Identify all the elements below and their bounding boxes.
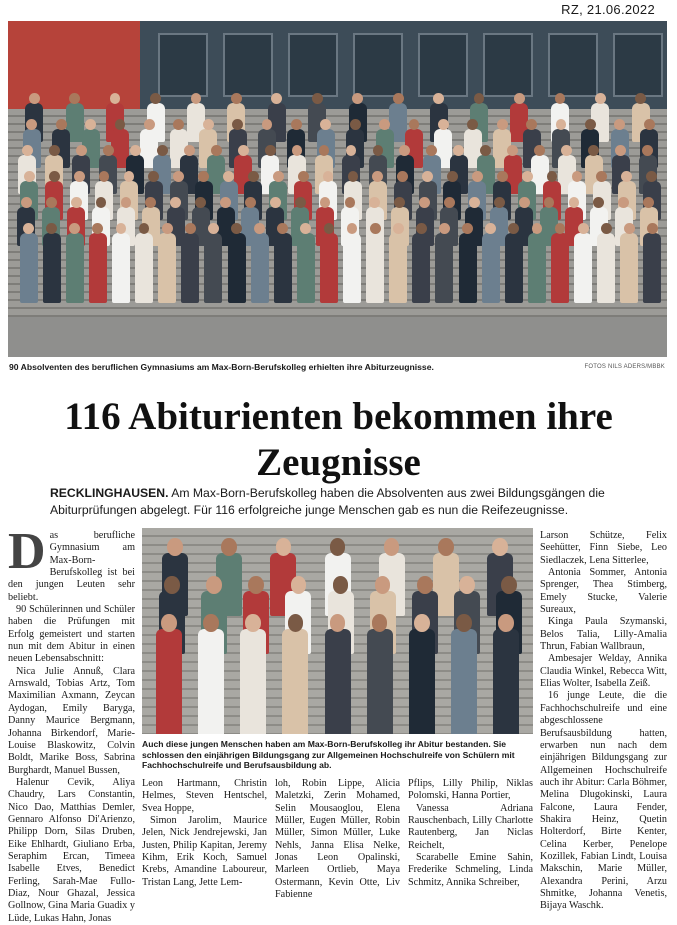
person-head — [472, 171, 483, 182]
person-head — [416, 223, 427, 234]
person-head — [185, 223, 196, 234]
person-figure — [325, 629, 351, 734]
person-figure — [240, 629, 266, 734]
person-head — [492, 538, 508, 556]
person-figure — [156, 629, 182, 734]
person-head — [330, 538, 346, 556]
person-figure — [643, 233, 661, 303]
person-head — [22, 145, 33, 156]
person-head — [245, 197, 256, 208]
person-head — [578, 223, 589, 234]
person-head — [221, 538, 237, 556]
newspaper-date: RZ, 21.06.2022 — [561, 2, 655, 17]
person-head — [532, 223, 543, 234]
person-head — [419, 197, 430, 208]
person-head — [211, 145, 222, 156]
lead-dateline: RECKLINGHAUSEN. — [50, 486, 169, 500]
person-figure — [181, 233, 199, 303]
person-head — [350, 119, 361, 130]
person-head — [206, 576, 222, 594]
paragraph: Larson Schütze, Felix Seehütter, Finn Siebe, Leo Siedlaczek, Lena Sitterlee, — [540, 530, 667, 566]
person-head — [333, 576, 349, 594]
person-head — [203, 119, 214, 130]
person-head — [162, 223, 173, 234]
person-head — [393, 223, 404, 234]
article-column-3 — [275, 778, 400, 901]
person-head — [56, 119, 67, 130]
person-head — [203, 614, 219, 632]
person-figure — [451, 629, 477, 734]
person-head — [647, 223, 658, 234]
person-head — [624, 223, 635, 234]
photo-credit: FOTOS NILS ADERS/MBBK — [584, 364, 665, 370]
person-head — [438, 119, 449, 130]
person-figure — [597, 233, 615, 303]
person-head — [298, 171, 309, 182]
person-head — [288, 614, 304, 632]
lead-text: Am Max-Born-Berufskolleg haben die Absolventen aus zwei Bildungsgängen die Abiturprüfungen abgelegt. Für 116 erfolgreiche junge Menschen gab es nun die Reifezeugnisse. — [50, 486, 605, 517]
person-figure — [366, 233, 384, 303]
person-figure — [620, 233, 638, 303]
person-head — [615, 145, 626, 156]
drop-cap: D — [8, 523, 46, 580]
person-figure — [89, 233, 107, 303]
person-figure — [409, 629, 435, 734]
person-head — [526, 119, 537, 130]
person-head — [24, 171, 35, 182]
person-figure — [574, 233, 592, 303]
person-head — [569, 197, 580, 208]
person-figure — [551, 233, 569, 303]
person-head — [462, 223, 473, 234]
article-column-5 — [540, 530, 667, 913]
person-head — [130, 145, 141, 156]
person-head — [46, 197, 57, 208]
photo-caption: 90 Absolventen des beruflichen Gymnasiums am Max-Born-Berufskolleg erhielten ihre Abiturzeugnisse. — [9, 362, 434, 372]
person-head — [74, 171, 85, 182]
person-head — [291, 576, 307, 594]
person-figure — [367, 629, 393, 734]
paragraph: as berufliche Gymnasium am Max-Born-Berufskolleg ist bei den jungen Leuten sehr beliebt. — [8, 530, 135, 603]
person-head — [184, 145, 195, 156]
person-head — [494, 197, 505, 208]
person-head — [103, 145, 114, 156]
paragraph: Nica Julie Annuß, Clara Arnswald, Tobias Artz, Tom Maximilian Axmann, Zeycan Aydogan, Emily Baryga, Danny Maurice Bergmann, Johanna Birkendorf, Marie-Louise Blaskowitz, Colvin Boldt, Marike Boss, Sabrina Burghardt, Manuel Bussen, — [8, 665, 135, 776]
person-figure — [528, 233, 546, 303]
paragraph: Simon Jarolim, Maurice Jelen, Nick Jendrejewski, Jan Justen, Philip Kapitan, Jeremy Kihm, Erik Koch, Samuel Krebs, Amandine Laboureur, Tristan Lang, Jette Lem- — [142, 815, 267, 888]
person-head — [85, 119, 96, 130]
person-head — [21, 197, 32, 208]
person-head — [497, 171, 508, 182]
person-head — [534, 145, 545, 156]
person-head — [195, 197, 206, 208]
person-head — [144, 119, 155, 130]
person-head — [621, 171, 632, 182]
person-head — [417, 576, 433, 594]
person-figure — [228, 233, 246, 303]
person-head — [588, 145, 599, 156]
person-head — [393, 93, 404, 104]
person-figure — [297, 233, 315, 303]
person-head — [208, 223, 219, 234]
person-head — [198, 171, 209, 182]
person-head — [643, 197, 654, 208]
person-head — [238, 145, 249, 156]
person-head — [270, 197, 281, 208]
person-head — [231, 223, 242, 234]
person-figure — [435, 233, 453, 303]
person-head — [501, 576, 517, 594]
person-figure — [198, 629, 224, 734]
paragraph: Scarabelle Emine Sahin, Frederike Schmeling, Linda Schmitz, Annika Schreiber, — [408, 852, 533, 888]
person-head — [485, 223, 496, 234]
ground — [8, 317, 667, 357]
paragraph: Ambesajer Welday, Annika Claudia Winkel, Rebecca Witt, Elias Wolter, Isabella Zeiß. — [540, 653, 667, 690]
person-head — [23, 223, 34, 234]
person-head — [370, 223, 381, 234]
article-column-2 — [142, 778, 267, 889]
person-figure — [505, 233, 523, 303]
person-figure — [43, 233, 61, 303]
person-head — [330, 614, 346, 632]
paragraph: Halenur Cevik, Aliya Chaudry, Lars Constantin, Nico Dao, Matthias Demler, Gennaro Alfonso Di'Arienzo, Philipp Dorn, Silas Druben, Eike Ehlhardt, Giuliano Erba, Seraphim Ercan, Timeea Isabelle Etves, Benedict Ferling, Sarah-Mae Fullo-Diaz, Nour Ghazal, Jessica Gollnow, Gina Maria Guadix y Lüde, Lukas Hahn, Jonas — [8, 776, 135, 924]
person-head — [372, 614, 388, 632]
person-head — [595, 93, 606, 104]
person-figure — [482, 233, 500, 303]
person-head — [522, 171, 533, 182]
person-head — [585, 119, 596, 130]
person-head — [273, 171, 284, 182]
person-head — [497, 119, 508, 130]
person-head — [29, 93, 40, 104]
person-head — [447, 171, 458, 182]
person-head — [265, 145, 276, 156]
person-figure — [158, 233, 176, 303]
person-head — [164, 576, 180, 594]
person-head — [514, 93, 525, 104]
person-head — [157, 145, 168, 156]
person-head — [572, 171, 583, 182]
person-head — [459, 576, 475, 594]
person-head — [161, 614, 177, 632]
person-head — [375, 576, 391, 594]
person-head — [248, 171, 259, 182]
building-background — [8, 21, 667, 109]
person-head — [498, 614, 514, 632]
group-photo-large — [8, 21, 667, 357]
person-head — [167, 538, 183, 556]
person-head — [71, 197, 82, 208]
person-head — [248, 576, 264, 594]
person-head — [49, 145, 60, 156]
person-figure — [493, 629, 519, 734]
person-head — [150, 93, 161, 104]
person-figure — [343, 233, 361, 303]
person-head — [295, 197, 306, 208]
person-head — [384, 538, 400, 556]
person-head — [223, 171, 234, 182]
paragraph: 16 junge Leute, die die Fachhochschulreife und eine abgeschlossene Berufsausbildung hatten, erwarben nun nach dem einjährigen Bildungsgang zur Allgemeinen Hochschulreife auch ihr Abitur: Carla Böhmer, Melina Dlugokinski, Laura Falcone, Laura Fender, Shakira Heinz, Quetin Holterdorf, Birte Kenter, Celina Kerber, Penelope Kozillek, Fabian Lindt, Louisa Makschin, Marie Müller, Alexandra Perini, Arzu Shmitke, Johanna Venetis, Bijaya Waschk. — [540, 690, 667, 912]
article-column-4 — [408, 778, 533, 889]
paragraph: loh, Robin Lippe, Alicia Maletzki, Zerin Mohamed, Selin Mousaoglou, Elena Müller, Eugen Müller, Robin Müller, Simon Müller, Luke Nehls, Janna Elisa Nelke, Jonas Leon Opalinski, Marleen Ortlieb, Maya Ostermann, Kevin Otte, Liv Fabienne — [275, 778, 400, 901]
person-head — [220, 197, 231, 208]
person-head — [646, 171, 657, 182]
person-head — [456, 614, 472, 632]
person-figure — [20, 233, 38, 303]
paragraph: Vanessa Adriana Rauschenbach, Lilly Charlotte Rautenberg, Jan Niclas Reichelt, — [408, 802, 533, 851]
person-figure — [389, 233, 407, 303]
person-head — [76, 145, 87, 156]
person-head — [433, 93, 444, 104]
person-head — [69, 93, 80, 104]
person-head — [232, 119, 243, 130]
photo-caption-2: Auch diese jungen Menschen haben am Max-Born-Berufskolleg ihr Abitur bestanden. Sie schlossen den einjährigen Bildungsgang zur Allgemeinen Hochschulreife von Schülern mit Fachhochschulreife und Berufsausbildung ab. — [142, 739, 515, 771]
person-head — [561, 145, 572, 156]
person-head — [422, 171, 433, 182]
person-head — [601, 223, 612, 234]
person-head — [438, 538, 454, 556]
person-head — [618, 197, 629, 208]
person-head — [414, 614, 430, 632]
article-lead — [50, 485, 640, 519]
person-figure — [282, 629, 308, 734]
person-head — [444, 197, 455, 208]
person-head — [644, 119, 655, 130]
article-column-1 — [8, 523, 135, 925]
paragraph: Antonia Sommer, Antonia Sprenger, Thea Stimberg, Emely Stucke, Valerie Sureaux, — [540, 567, 667, 616]
person-head — [379, 119, 390, 130]
person-head — [439, 223, 450, 234]
person-figure — [274, 233, 292, 303]
article-headline: 116 Abiturienten bekommen ihre Zeugnisse — [64, 395, 613, 484]
person-figure — [459, 233, 477, 303]
person-head — [555, 93, 566, 104]
paragraph: Leon Hartmann, Christin Helmes, Steven Hentschel, Svea Hoppe, — [142, 778, 267, 814]
group-photo-small — [142, 528, 533, 734]
person-figure — [66, 233, 84, 303]
paragraph: Kinga Paula Szymanski, Belos Talia, Lilly-Amalia Thrun, Fabian Wallbraun, — [540, 616, 667, 653]
paragraph: Pflips, Lilly Philip, Niklas Polomski, Hanna Portier, — [408, 778, 533, 802]
person-head — [276, 538, 292, 556]
person-head — [642, 145, 653, 156]
person-figure — [251, 233, 269, 303]
person-figure — [320, 233, 338, 303]
person-head — [231, 93, 242, 104]
person-head — [519, 197, 530, 208]
person-head — [245, 614, 261, 632]
person-head — [312, 93, 323, 104]
person-figure — [204, 233, 222, 303]
paragraph: 90 Schülerinnen und Schüler haben die Prüfungen mit Erfolg gemeistert und starten nun mit dem Abitur in einen neuen Lebensabschnitt: — [8, 604, 135, 665]
person-figure — [112, 233, 130, 303]
person-figure — [412, 233, 430, 303]
person-head — [254, 223, 265, 234]
person-head — [291, 119, 302, 130]
person-head — [46, 223, 57, 234]
person-head — [49, 171, 60, 182]
person-figure — [135, 233, 153, 303]
person-head — [469, 197, 480, 208]
